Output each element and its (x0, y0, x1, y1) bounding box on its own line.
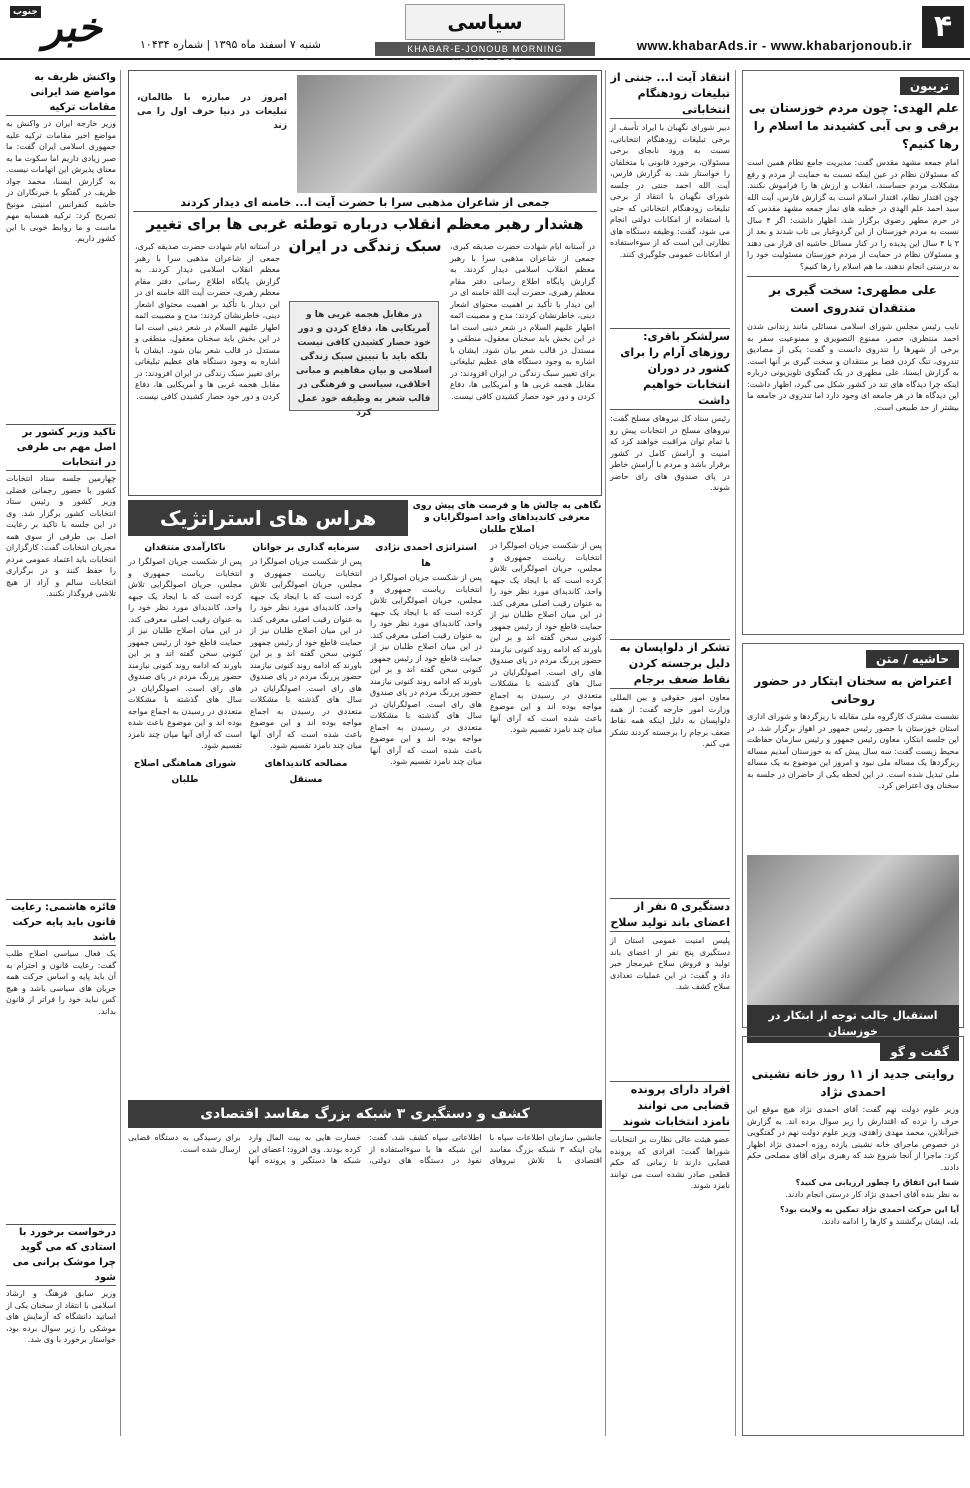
ebtekar-photo (747, 855, 959, 1005)
economic-body: جانشین سازمان اطلاعات سپاه با بیان اینکه ۳ شبکه بزرگ مفاسد اقتصادی با تلاش نیروهای اطلاعاتی سپاه کشف شد، گفت: این شبکه ها با سوءاستفاده از نفوذ در دستگاه های دولتی، خسارت هایی به بیت المال وارد کرده بودند. وی افزود: اعضای این شبکه ها دستگیر و پرونده آنها برای رسیدگی به دستگاه قضایی ارسال شده است. (128, 1133, 602, 1165)
brief-headline[interactable]: انتقاد آیت ا... جنتی از تبلیغات زودهنگام انتخاباتی (610, 70, 730, 119)
photo-caption: استقبال جالب توجه از ابتکار در خوزستان (747, 1005, 959, 1043)
main-body-continued: در آستانه ایام شهادت حضرت صدیقه کبری، جمعی از شاعران مذهبی سرا با رهبر معظم انقلاب اسلامی دیدار کردند. به گزارش پایگاه اطلاع رسانی دفتر مقام معظم رهبری، حضرت آیت الله خامنه ای در این دیدار با تأکید بر اهمیت محتوای اشعار دینی، خاطرنشان کردند: مدح و مصیبت ائمه اطهار علیهم السلام در شعر دینی است اما در این بخش باید سخنان معقول، منطقی و مستدل در قالب شعر بیان شود. ایشان با اشاره به وجود دستگاه های عظیم تبلیغاتی برای تغییر سبک زندگی در ایران افزودند: در مقابل هجمه غربی ها و آمریکایی ها، دفاع کردن و دور خود حصار کشیدن کافی نیست. (135, 242, 280, 401)
main-body: در آستانه ایام شهادت حضرت صدیقه کبری، جمعی از شاعران مذهبی سرا با رهبر معظم انقلاب اسلامی دیدار کردند. به گزارش پایگاه اطلاع رسانی دفتر مقام معظم رهبری، حضرت آیت الله خامنه ای در این دیدار با تأکید بر اهمیت محتوای اشعار دینی، خاطرنشان کردند: مدح و مصیبت ائمه اطهار علیهم السلام در شعر دینی است اما در این بخش باید سخنان معقول، منطقی و مستدل در قالب شعر بیان شود. ایشان با اشاره به وجود دستگاه های عظیم تبلیغاتی برای تغییر سبک زندگی در ایران افزودند: در مقابل هجمه غربی ها و آمریکایی ها، دفاع کردن و دور خود حصار کشیدن کافی نیست. (450, 242, 595, 401)
goftogoo-body: وزیر علوم دولت نهم گفت: آقای احمدی نژاد هیچ موقع این حرف را نزده که اقتدارش را زیر سوال برده اند. به گزارش خبرآنلاین، محمد مهدی زاهدی، وزیر علوم دولت نهم در گفتگویی در خصوص ماجرای خانه نشینی یازده روزه احمدی نژاد اظهار کرد: ماجرا از آنجا شروع شد که رهبری برای آقای مصلحی حکم دادند. (747, 1105, 959, 1172)
column-rule (120, 70, 121, 1436)
logo-text: خبر (43, 4, 102, 51)
brief-body: عضو هیئت عالی نظارت بر انتخابات شوراها گفت: افرادی که پرونده قضایی دارند تا زمانی که حکم قطعی صادر نشده است می توانند نامزد شوند. (610, 1135, 730, 1190)
briefs-column (610, 70, 730, 1436)
logo-tag: جنوب (10, 6, 41, 18)
strategic-subhead: مصالحه کاندیداهای مستقل (264, 758, 348, 785)
newspaper-subtitle: KHABAR-E-JONOUB MORNING NEWSPAPER (375, 42, 595, 56)
left-body: چهارمین جلسه ستاد انتخابات کشور با حضور رحمانی فضلی وزیر کشور و رئیس ستاد انتخابات کشور برگزار شد. وی در این جلسه با تاکید بر رعایت اصل بی طرفی از سوی همه مجریان انتخابات گفت: کارگزاران انتخابات باید اعتماد عمومی مردم را حفظ کنند و در برگزاری انتخابات سالم و آزاد از هیچ تلاشی فروگذار نکنند. (6, 474, 116, 598)
goftogoo-label: گفت و گو (880, 1043, 959, 1061)
hashiyeh-label: حاشیه / متن (866, 650, 959, 668)
left-headline[interactable]: فائزه هاشمی: رعایت قانون باید پایه حرکت باشد (6, 899, 116, 946)
tribune2-body: نایب رئیس مجلس شورای اسلامی مسائلی مانند زندانی شدن احمد منتظری، حصر، ممنوع التصویری و ممنوعیت سفر به برخی از شهرها را تندروی دانست و گفت: یکی از مصادیق تندروی، تنگ کردن فضا بر منتقدان و سخت گیری بر آنها است. به گزارش ایسنا، علی مطهری در یک گفتگوی تلویزیونی درباره اینکه چرا دیدگاه های تند در کشور شکل می گیرد، اظهار داشت: این دیدگاه ها در هر جامعه ای وجود دارد اما تندروی در جامعه ما بیشتر از حد طبیعی است. (747, 322, 959, 412)
strategic-col-3 (250, 540, 362, 1095)
column-rule (605, 70, 606, 1436)
left-headline[interactable]: واکنش ظریف به مواضع ضد ایرانی مقامات ترکیه (6, 70, 116, 116)
economic-banner[interactable]: کشف و دستگیری ۳ شبکه بزرگ مفاسد اقتصادی (128, 1100, 602, 1128)
masthead (0, 0, 970, 68)
column-rule (735, 70, 736, 1436)
right-column (742, 70, 964, 1436)
left-body: وزیر خارجه ایران در واکنش به مواضع اخیر مقامات ترکیه علیه جمهوری اسلامی ایران گفت: ما صبر زیادی داریم اما سکوت ما به معنای پذیرش این اتهامات نیست. به گزارش ایسنا، محمد جواد ظریف در گفتگو با خبرنگاران در حاشیه کنفرانس امنیتی مونیخ تصریح کرد: ترکیه همسایه مهم ماست و ما روابط خوبی با این کشور داریم. (6, 119, 116, 243)
divider (747, 276, 959, 277)
strategic-deck: نگاهی به چالش ها و فرصت های پیش روی معرفی کاندیداهای واحد اصولگرایان و اصلاح طلبان (412, 501, 602, 535)
brief-body: پلیس امنیت عمومی استان از دستگیری پنج نفر از اعضای باند تولید و فروش سلاح غیرمجاز خبر داد و گفت: در این عملیات تعدادی سلاح کشف شد. (610, 936, 730, 991)
strategic-col-4 (128, 540, 242, 1095)
hashiyeh-headline[interactable]: اعتراض به سخنان ابتکار در حضور روحانی (754, 674, 952, 706)
leader-photo (297, 75, 597, 193)
qa-question: آیا این حرکت احمدی نژاد تمکین به ولایت بود؟ (780, 1205, 959, 1214)
site-urls[interactable]: www.khabarAds.ir - www.khabarjonoub.ir (636, 38, 912, 53)
hashiyeh-body: نشست مشترک کارگروه ملی مقابله با ریزگردها و شورای اداری استان خوزستان با حضور رئیس جمهور در اهواز برگزار شد. در این جلسه ابتکار، معاون رئیس جمهور و رئیس سازمان حفاظت محیط زیست گفت: سه سال پیش که به خوزستان آمدیم مساله ریزگردها یک مساله ملی نبود و امروز این موضوع به یک مساله ملی تبدیل شده است. در این لحظه یکی از حاضران در جلسه به سخنان وی اعتراض کرد. (747, 712, 959, 790)
brief-body: معاون امور حقوقی و بین المللی وزارت امور خارجه گفت: از همه دلواپسان به دلیل اینکه همه نقاط ضعف برجام را برجسته کردند تشکر می کنم. (610, 693, 730, 748)
hashiyeh-box (742, 643, 964, 1038)
strategic-text: پس از شکست جریان اصولگرا در انتخابات ریاست جمهوری و مجلس، جریان اصولگرایی تلاش کرده است که با ایجاد یک جبهه واحد، کاندیدای مورد نظر خود را به عنوان رقیب اصلی معرفی کند. در این میان اصلاح طلبان نیز از حمایت قاطع خود از رئیس جمهور کنونی سخن گفته اند و بر این باورند که ادامه روند کنونی نیازمند حضور پررنگ مردم در پای صندوق های رای است. اصولگرایان در سال های گذشته با مشکلات متعددی در رسیدن به اجماع مواجه بوده اند و این موضوع باعث شده است که آرای آنها میان چند نامزد تقسیم شود. (370, 573, 482, 766)
goftogoo-box (742, 1036, 964, 1436)
brief-body: دبیر شورای نگهبان با ایراد تأسف از برخی تبلیغات زودهنگام انتخاباتی، نسبت به ورود نابجای برخی مسئولان، برخورد قانونی با متخلفان را خواستار شد. به گزارش فارس، آیت الله احمد جنتی در جلسه شورای نگهبان با انتقاد از برخی تبلیغات زودهنگام انتخاباتی که حتی با استفاده از امکانات دولتی انجام می شود، گفت: وظیفه دستگاه های نظارتی این است که از سوءاستفاده از امکانات عمومی جلوگیری کنند. (610, 123, 730, 259)
left-column (6, 70, 116, 1436)
strategic-text: پس از شکست جریان اصولگرا در انتخابات ریاست جمهوری و مجلس، جریان اصولگرایی تلاش کرده است که با ایجاد یک جبهه واحد، کاندیدای مورد نظر خود را به عنوان رقیب اصلی معرفی کند. در این میان اصلاح طلبان نیز از حمایت قاطع خود از رئیس جمهور کنونی سخن گفته اند و بر این باورند که ادامه روند کنونی نیازمند حضور پررنگ مردم در پای صندوق های رای است. اصولگرایان در سال های گذشته با مشکلات متعددی در رسیدن به اجماع مواجه بوده اند و این موضوع باعث شده است که آرای آنها میان چند نامزد تقسیم شود. (250, 557, 362, 750)
qa-answer: به نظر بنده آقای احمدی نژاد کار درستی انجام دادند. (785, 1189, 959, 1199)
strategic-subhead: استراتژی احمدی نژادی ها (375, 543, 477, 569)
left-headline[interactable]: درخواست برخورد با استادی که می گوید چرا موشک پرانی می شود (6, 1224, 116, 1286)
qa-answer: بله، ایشان برگشتند و کارها را ادامه دادند. (821, 1216, 959, 1226)
photo-caption: جمعی از شاعران مذهبی سرا با حضرت آیت ا... خامنه ای دیدار کردند (133, 195, 597, 212)
tribune2-headline[interactable]: علی مطهری: سخت گیری بر منتقدان تندروی است (769, 283, 937, 315)
newspaper-logo (10, 4, 135, 52)
tribune-box (742, 70, 964, 635)
tribune-label: تریبون (900, 77, 959, 95)
strategic-body (128, 540, 602, 1095)
brief-headline[interactable]: سرلشکر باقری: روزهای آرام را برای کشور در دوران انتخابات خواهیم داشت (610, 328, 730, 410)
tribune-headline[interactable]: علم الهدی: چون مردم خوزستان بی برقی و بی آبی کشیدند ما اسلام را رها کنیم؟ (748, 101, 959, 151)
tribune-body: امام جمعه مشهد مقدس گفت: مدیریت جامع نظام همین است که مسئولان نظام در عین اینکه نسبت به حمایت از مردم و رفع مشکلات مردم حساسند، انقلاب و ارزش ها را فراموش نکنند. چون اقتدار نظام، اقتدار اسلام است به گزارش فارس، آیت الله سید احمد علم الهدی در خطبه های نماز جمعه مشهد مقدس که در حرم مطهر رضوی برگزار شد، اظهار داشت: اگر ۴ سال نسبت به مردم خوزستان از این گردوغبار بی تاب شدند و بعد از ۳ یا ۴ سال این پدیده را در کنار مسائل حاشیه ای قرار می دهند و مسئولان نظام در حمایت از مردم خوزستان مسئولیت خود را به درستی انجام ندهند، ما هم اسلام را رها کنیم؟ (747, 158, 959, 271)
strategic-subhead: ناکارآمدی منتقدان (144, 543, 226, 553)
goftogoo-headline[interactable]: روایتی جدید از ۱۱ روز خانه نشینی احمدی نژاد (751, 1067, 955, 1099)
issue-dateline: شنبه ۷ اسفند ماه ۱۳۹۵ | شماره ۱۰۴۳۴ (140, 38, 321, 51)
section-title: سیاسی (405, 4, 565, 40)
main-story (128, 70, 602, 496)
left-body: یک فعال سیاسی اصلاح طلب گفت: رعایت قانون و احترام به آن باید پایه و اساس حرکت همه جریان های سیاسی باشد و هیچ کس نباید خود را فراتر از قانون بداند. (6, 949, 116, 1016)
brief-headline[interactable]: تشکر از دلواپسان به دلیل برجسته کردن نقاط ضعف برجام (610, 639, 730, 689)
strategic-subhead: شورای هماهنگی اصلاح طلبان (133, 758, 237, 785)
strategic-col: پس از شکست جریان اصولگرا در انتخابات ریاست جمهوری و مجلس، جریان اصولگرایی تلاش کرده است که با ایجاد یک جبهه واحد، کاندیدای مورد نظر خود را به عنوان رقیب اصلی معرفی کند. در این میان اصلاح طلبان نیز از حمایت قاطع خود از رئیس جمهور کنونی سخن گفته اند و بر این باورند که ادامه روند کنونی نیازمند حضور پررنگ مردم در پای صندوق های رای است. اصولگرایان در سال های گذشته با مشکلات متعددی در رسیدن به اجماع مواجه بوده اند و این موضوع باعث شده است که آرای آنها میان چند نامزد تقسیم شود. (490, 541, 602, 734)
brief-headline[interactable]: افراد دارای پرونده قضایی می توانند نامزد انتخابات شوند (610, 1081, 730, 1131)
qa-question: شما این اتفاق را چطور ارزیابی می کنید؟ (795, 1178, 959, 1187)
poem-quote: امروز در مبارزه با ظالمان، تبلیغات در دنیا حرف اول را می زند (137, 93, 287, 131)
strategic-col-2 (370, 540, 482, 1095)
left-headline[interactable]: تاکید وزیر کشور بر اصل مهم بی طرفی در انتخابات (6, 424, 116, 471)
left-body: وزیر سابق فرهنگ و ارشاد اسلامی با انتقاد از سخنان یکی از اساتید دانشگاه که آزمایش های موشکی را زیر سوال برده بود، خواستار برخورد با وی شد. (6, 1289, 116, 1344)
page-number: ۴ (922, 6, 964, 48)
main-headline[interactable]: هشدار رهبر معظم انقلاب درباره توطئه غربی ها برای تغییر سبک زندگی در ایران (146, 215, 584, 255)
strategic-banner[interactable]: هراس های استراتژیک (128, 500, 408, 536)
strategic-subhead: سرمایه گذاری بر جوانان (252, 543, 360, 553)
pull-quote: در مقابل هجمه غربی ها و آمریکایی ها، دفاع کردن و دور خود حصار کشیدن کافی نیست بلکه باید با تبیین سبک زندگی اسلامی و بیان مفاهیم و مبانی اخلاقی، سیاسی و فرهنگی در قالب شعر به وظیفه خود عمل کرد (289, 301, 439, 411)
brief-body: رئیس ستاد کل نیروهای مسلح گفت: نیروهای مسلح در انتخابات پیش رو با تمام توان مراقبت خواهند کرد که امنیت و آرامش کامل در کشور برقرار باشد و مردم با آرامش خاطر در پای صندوق های رای حاضر شوند. (610, 414, 730, 492)
brief-headline[interactable]: دستگیری ۵ نفر از اعضای باند تولید سلاح (610, 898, 730, 932)
strategic-text: پس از شکست جریان اصولگرا در انتخابات ریاست جمهوری و مجلس، جریان اصولگرایی تلاش کرده است که با ایجاد یک جبهه واحد، کاندیدای مورد نظر خود را به عنوان رقیب اصلی معرفی کند. در این میان اصلاح طلبان نیز از حمایت قاطع خود از رئیس جمهور کنونی سخن گفته اند و بر این باورند که ادامه روند کنونی نیازمند حضور پررنگ مردم در پای صندوق های رای است. اصولگرایان در سال های گذشته با مشکلات متعددی در رسیدن به اجماع مواجه بوده اند و این موضوع باعث شده است که آرای آنها میان چند نامزد تقسیم شود. (128, 557, 242, 750)
